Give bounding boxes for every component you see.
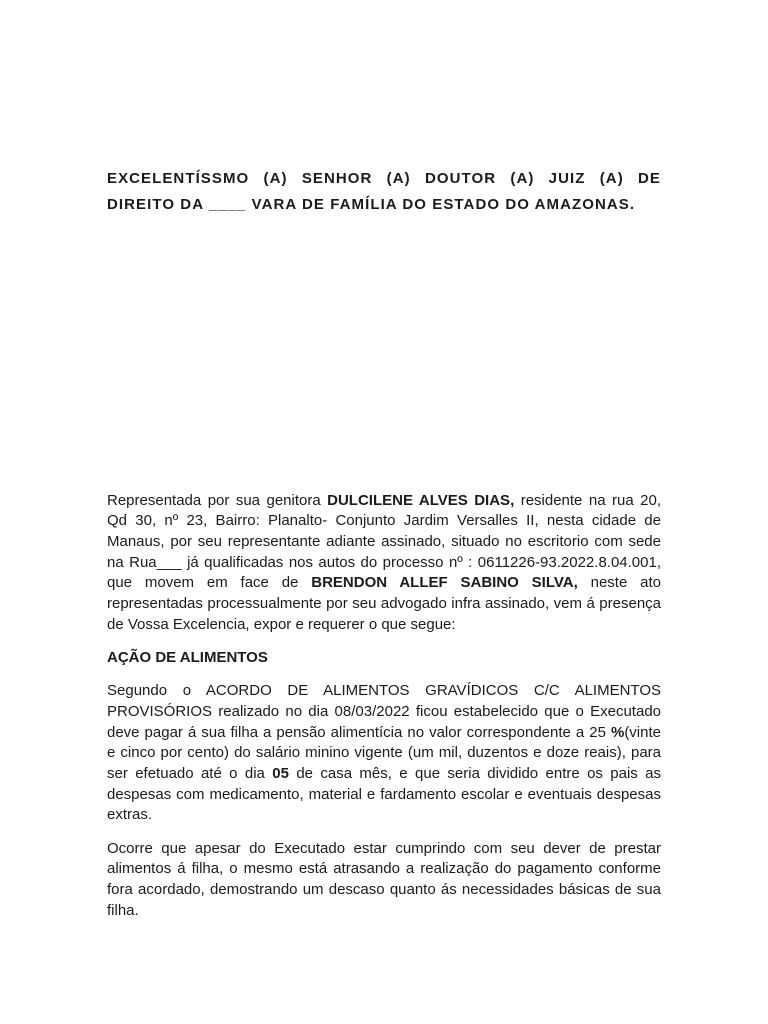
text-run: na Rua___ já qualificadas nos autos do processo nº : 0611226-93.2022.8.04.001, bbox=[107, 553, 661, 571]
text-run: Representada por sua genitora bbox=[107, 491, 328, 509]
paragraph-line bbox=[107, 573, 661, 594]
paragraph-line bbox=[107, 553, 661, 574]
paragraph-line bbox=[107, 785, 661, 806]
text-run: que movem em face de bbox=[107, 574, 312, 592]
text-run: e cinco por cento) do salário minino vigente (um mil, duzentos e doze reais), para bbox=[107, 744, 661, 762]
paragraph-line bbox=[107, 859, 661, 880]
text-run: fora acordado, demostrando um descaso quanto ás necessidades básicas de sua bbox=[107, 881, 661, 899]
paragraph-line bbox=[107, 702, 661, 723]
bold-text: 05 bbox=[272, 765, 289, 783]
text-run: neste ato bbox=[577, 574, 661, 592]
paragraph-line bbox=[107, 764, 661, 785]
heading-line: EXCELENTÍSSMO (A) SENHOR (A) DOUTOR (A) JUIZ (A) DE bbox=[107, 170, 661, 187]
text-run: de casa mês, e que seria dividido entre os pais as bbox=[288, 765, 662, 783]
section-paragraph bbox=[107, 681, 661, 826]
document-body bbox=[107, 491, 661, 934]
text-run: despesas com medicamento, material e fardamento escolar e eventuais despesas bbox=[107, 785, 661, 803]
section-title: AÇÃO DE ALIMENTOS bbox=[107, 649, 268, 667]
intro-paragraph bbox=[107, 491, 661, 636]
paragraph-line bbox=[107, 511, 661, 532]
text-run: residente na rua 20, bbox=[514, 491, 661, 509]
paragraph-line bbox=[107, 743, 661, 764]
text-run: deve pagar á sua filha a pensão alimentícia no valor correspondente a 25 bbox=[107, 723, 611, 741]
paragraph-line bbox=[107, 880, 661, 901]
paragraph-line bbox=[107, 681, 661, 702]
bold-text: BRENDON ALLEF SABINO SILVA, bbox=[311, 574, 578, 592]
bold-text: % bbox=[610, 723, 625, 741]
text-run: representadas processualmente por seu advogado infra assinado, vem á presença bbox=[107, 595, 661, 613]
heading-line: DIREITO DA ____ VARA DE FAMÍLIA DO ESTADO DO AMAZONAS. bbox=[107, 196, 636, 213]
paragraph-line bbox=[107, 532, 661, 553]
text-run: de Vossa Excelencia, expor e requerer o que segue: bbox=[107, 615, 456, 633]
paragraph-line bbox=[107, 839, 661, 860]
section-paragraph bbox=[107, 839, 661, 922]
text-run: alimentos á filha, o mesmo está atrasando a realização do pagamento conforme bbox=[107, 860, 661, 878]
bold-text: DULCILENE ALVES DIAS, bbox=[327, 491, 515, 509]
text-run: (vinte bbox=[624, 723, 661, 741]
text-run: Qd 30, nº 23, Bairro: Planalto- Conjunto Jardim Versalles II, nesta cidade de bbox=[107, 512, 661, 530]
paragraph-line bbox=[107, 594, 661, 615]
paragraph-line bbox=[107, 615, 661, 636]
text-run: extras. bbox=[107, 806, 153, 824]
text-run: Manaus, por seu representante adiante assinado, situado no escritorio com sede bbox=[107, 533, 661, 550]
paragraph-line bbox=[107, 901, 661, 922]
text-run: filha. bbox=[107, 901, 139, 919]
paragraph-line bbox=[107, 723, 661, 744]
text-run: PROVISÓRIOS realizado no dia 08/03/2022 ficou estabelecido que o Executado bbox=[107, 702, 661, 720]
text-run: Ocorre que apesar do Executado estar cumprindo com seu dever de prestar bbox=[107, 839, 661, 857]
paragraph-line bbox=[107, 491, 661, 512]
text-run: Segundo o ACORDO DE ALIMENTOS GRAVÍDICOS C/C ALIMENTOS bbox=[107, 682, 661, 700]
document-heading bbox=[107, 166, 661, 218]
text-run: ser efetuado até o dia bbox=[107, 765, 273, 783]
paragraph-line bbox=[107, 805, 661, 826]
